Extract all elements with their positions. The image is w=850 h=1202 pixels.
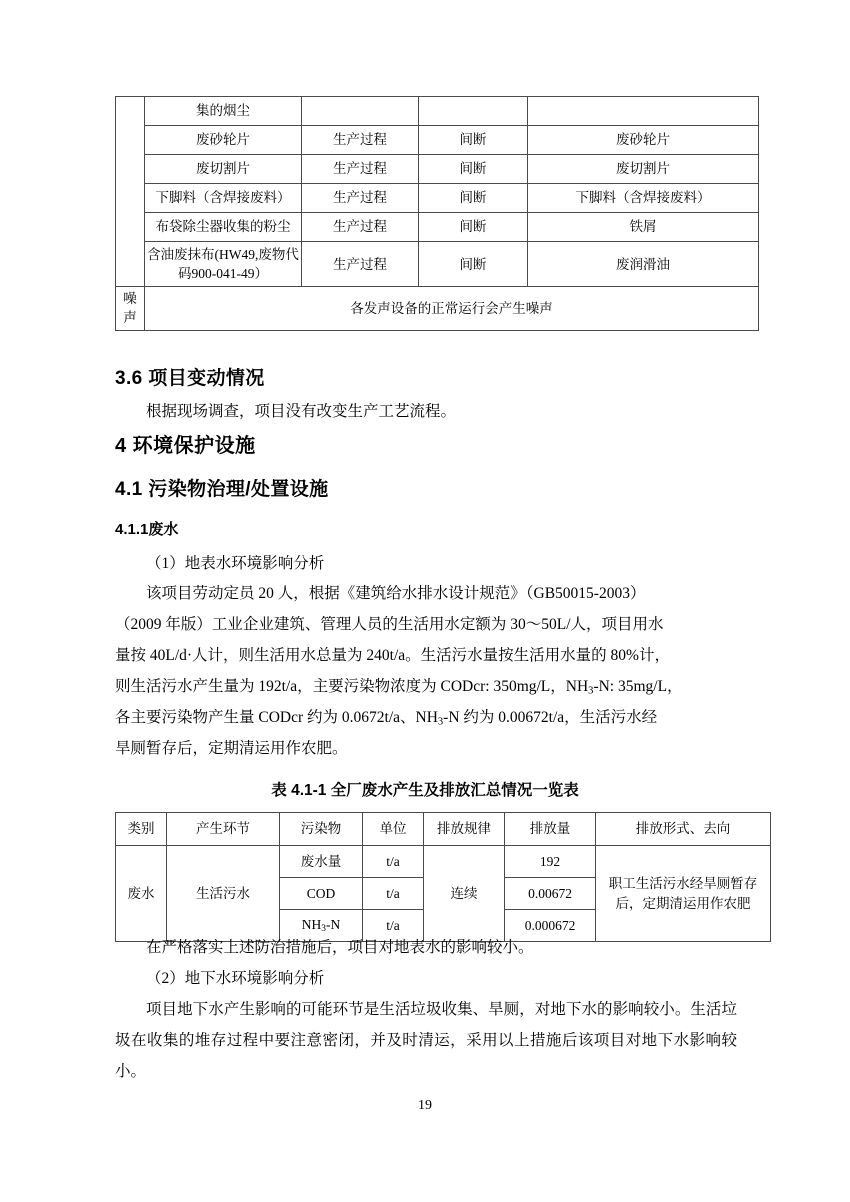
paragraph-item1-line3: 量按 40L/d·人计，则生活用水总量为 240t/a。生活污水量按生活用水量的 80%计， [115,647,670,664]
paragraph-item2-heading: （2）地下水环境影响分析 [146,970,325,987]
cell-frequency: 间断 [419,155,528,184]
paragraph-item1-line6: 旱厕暂存后，定期清运用作农肥。 [115,740,348,757]
line4-text-a: 则生活污水产生量为 192t/a，主要污染物浓度为 CODcr: 350mg/L，NH [115,678,589,695]
table-row-noise [116,287,759,330]
cell-disposal: 废切割片 [528,155,759,184]
header-pollutant: 污染物 [280,813,363,846]
cell-source: 生产过程 [302,126,419,155]
cell-category-merged [116,97,145,287]
pollutant-subscript: 3 [321,923,326,934]
cell-pollutant: 废水量 [280,846,363,878]
cell-waste-name: 下脚料（含焊接废料） [145,184,302,213]
pollutant-prefix: NH [301,916,322,932]
wastewater-summary-table [115,812,771,942]
cell-frequency [419,97,528,126]
solid-waste-table-continued [115,96,759,331]
cell-disposal: 废润滑油 [528,242,759,287]
paragraph-3-6-body: 根据现场调查，项目没有改变生产工艺流程。 [146,403,457,420]
table-row [116,184,759,213]
cell-form: 职工生活污水经旱厕暂存后，定期清运用作农肥 [596,846,771,942]
table-row [116,213,759,242]
pollutant-suffix: -N [325,916,341,932]
cell-amount: 0.000672 [505,910,596,942]
header-form: 排放形式、去向 [596,813,771,846]
cell-noise-label: 噪声 [116,287,145,330]
cell-link: 生活污水 [167,846,280,942]
table-header-row [116,813,771,846]
cell-disposal [528,97,759,126]
heading-4: 4 环境保护设施 [115,435,256,457]
line5-text-b: -N 约为 0.00672t/a，生活污水经 [443,709,658,726]
cell-source: 生产过程 [302,184,419,213]
table-row [116,97,759,126]
cell-unit: t/a [363,910,424,942]
table-row [116,242,759,287]
cell-disposal: 废砂轮片 [528,126,759,155]
line5-text-a: 各主要污染物产生量 CODcr 约为 0.0672t/a、NH [115,709,438,726]
cell-rule: 连续 [424,846,505,942]
cell-source: 生产过程 [302,242,419,287]
table-caption-4-1-1: 表 4.1-1 全厂废水产生及排放汇总情况一览表 [271,782,579,799]
table-row [116,155,759,184]
heading-4-1: 4.1 污染物治理/处置设施 [115,479,329,500]
cell-source: 生产过程 [302,155,419,184]
cell-category: 废水 [116,846,167,942]
header-link: 产生环节 [167,813,280,846]
line4-text-b: -N: 35mg/L， [593,678,683,695]
paragraph-item2-body: 项目地下水产生影响的可能环节是生活垃圾收集、旱厕，对地下水的影响较小。生活垃圾在收集的堆存过程中要注意密闭，并及时清运，采用以上措施后该项目对地下水影响较小。 [115,1001,737,1080]
page-number: 19 [418,1098,432,1113]
paragraph-item1-line1: 该项目劳动定员 20 人，根据《建筑给水排水设计规范》（GB50015-2003） [146,585,646,602]
table-row [116,846,771,878]
cell-waste-name: 布袋除尘器收集的粉尘 [145,213,302,242]
cell-disposal: 下脚料（含焊接废料） [528,184,759,213]
paragraph-item1-line2: （2009 年版）工业企业建筑、管理人员的生活用水定额为 30～50L/人，项目用水 [115,616,664,633]
cell-source [302,97,419,126]
line5-subscript: 3 [437,716,444,728]
paragraph-after-table: 在严格落实上述防治措施后，项目对地表水的影响较小。 [146,939,534,956]
cell-waste-name: 废砂轮片 [145,126,302,155]
cell-waste-name: 集的烟尘 [145,97,302,126]
line4-subscript: 3 [588,685,594,697]
cell-source: 生产过程 [302,213,419,242]
cell-frequency: 间断 [419,126,528,155]
header-unit: 单位 [363,813,424,846]
cell-waste-name: 废切割片 [145,155,302,184]
cell-unit: t/a [363,878,424,910]
cell-frequency: 间断 [419,213,528,242]
header-amount: 排放量 [505,813,596,846]
cell-noise-text: 各发声设备的正常运行会产生噪声 [145,287,759,330]
cell-amount: 192 [505,846,596,878]
cell-amount: 0.00672 [505,878,596,910]
header-type: 类别 [116,813,167,846]
cell-frequency: 间断 [419,242,528,287]
cell-pollutant: COD [280,878,363,910]
cell-disposal: 铁屑 [528,213,759,242]
heading-4-1-1: 4.1.1废水 [115,521,179,538]
paragraph-item1-heading: （1）地表水环境影响分析 [146,555,325,572]
cell-waste-name: 含油废抹布(HW49,废物代码900-041-49） [145,242,302,287]
cell-unit: t/a [363,846,424,878]
cell-frequency: 间断 [419,184,528,213]
heading-3-6: 3.6 项目变动情况 [115,368,265,389]
table-row [116,126,759,155]
header-rule: 排放规律 [424,813,505,846]
